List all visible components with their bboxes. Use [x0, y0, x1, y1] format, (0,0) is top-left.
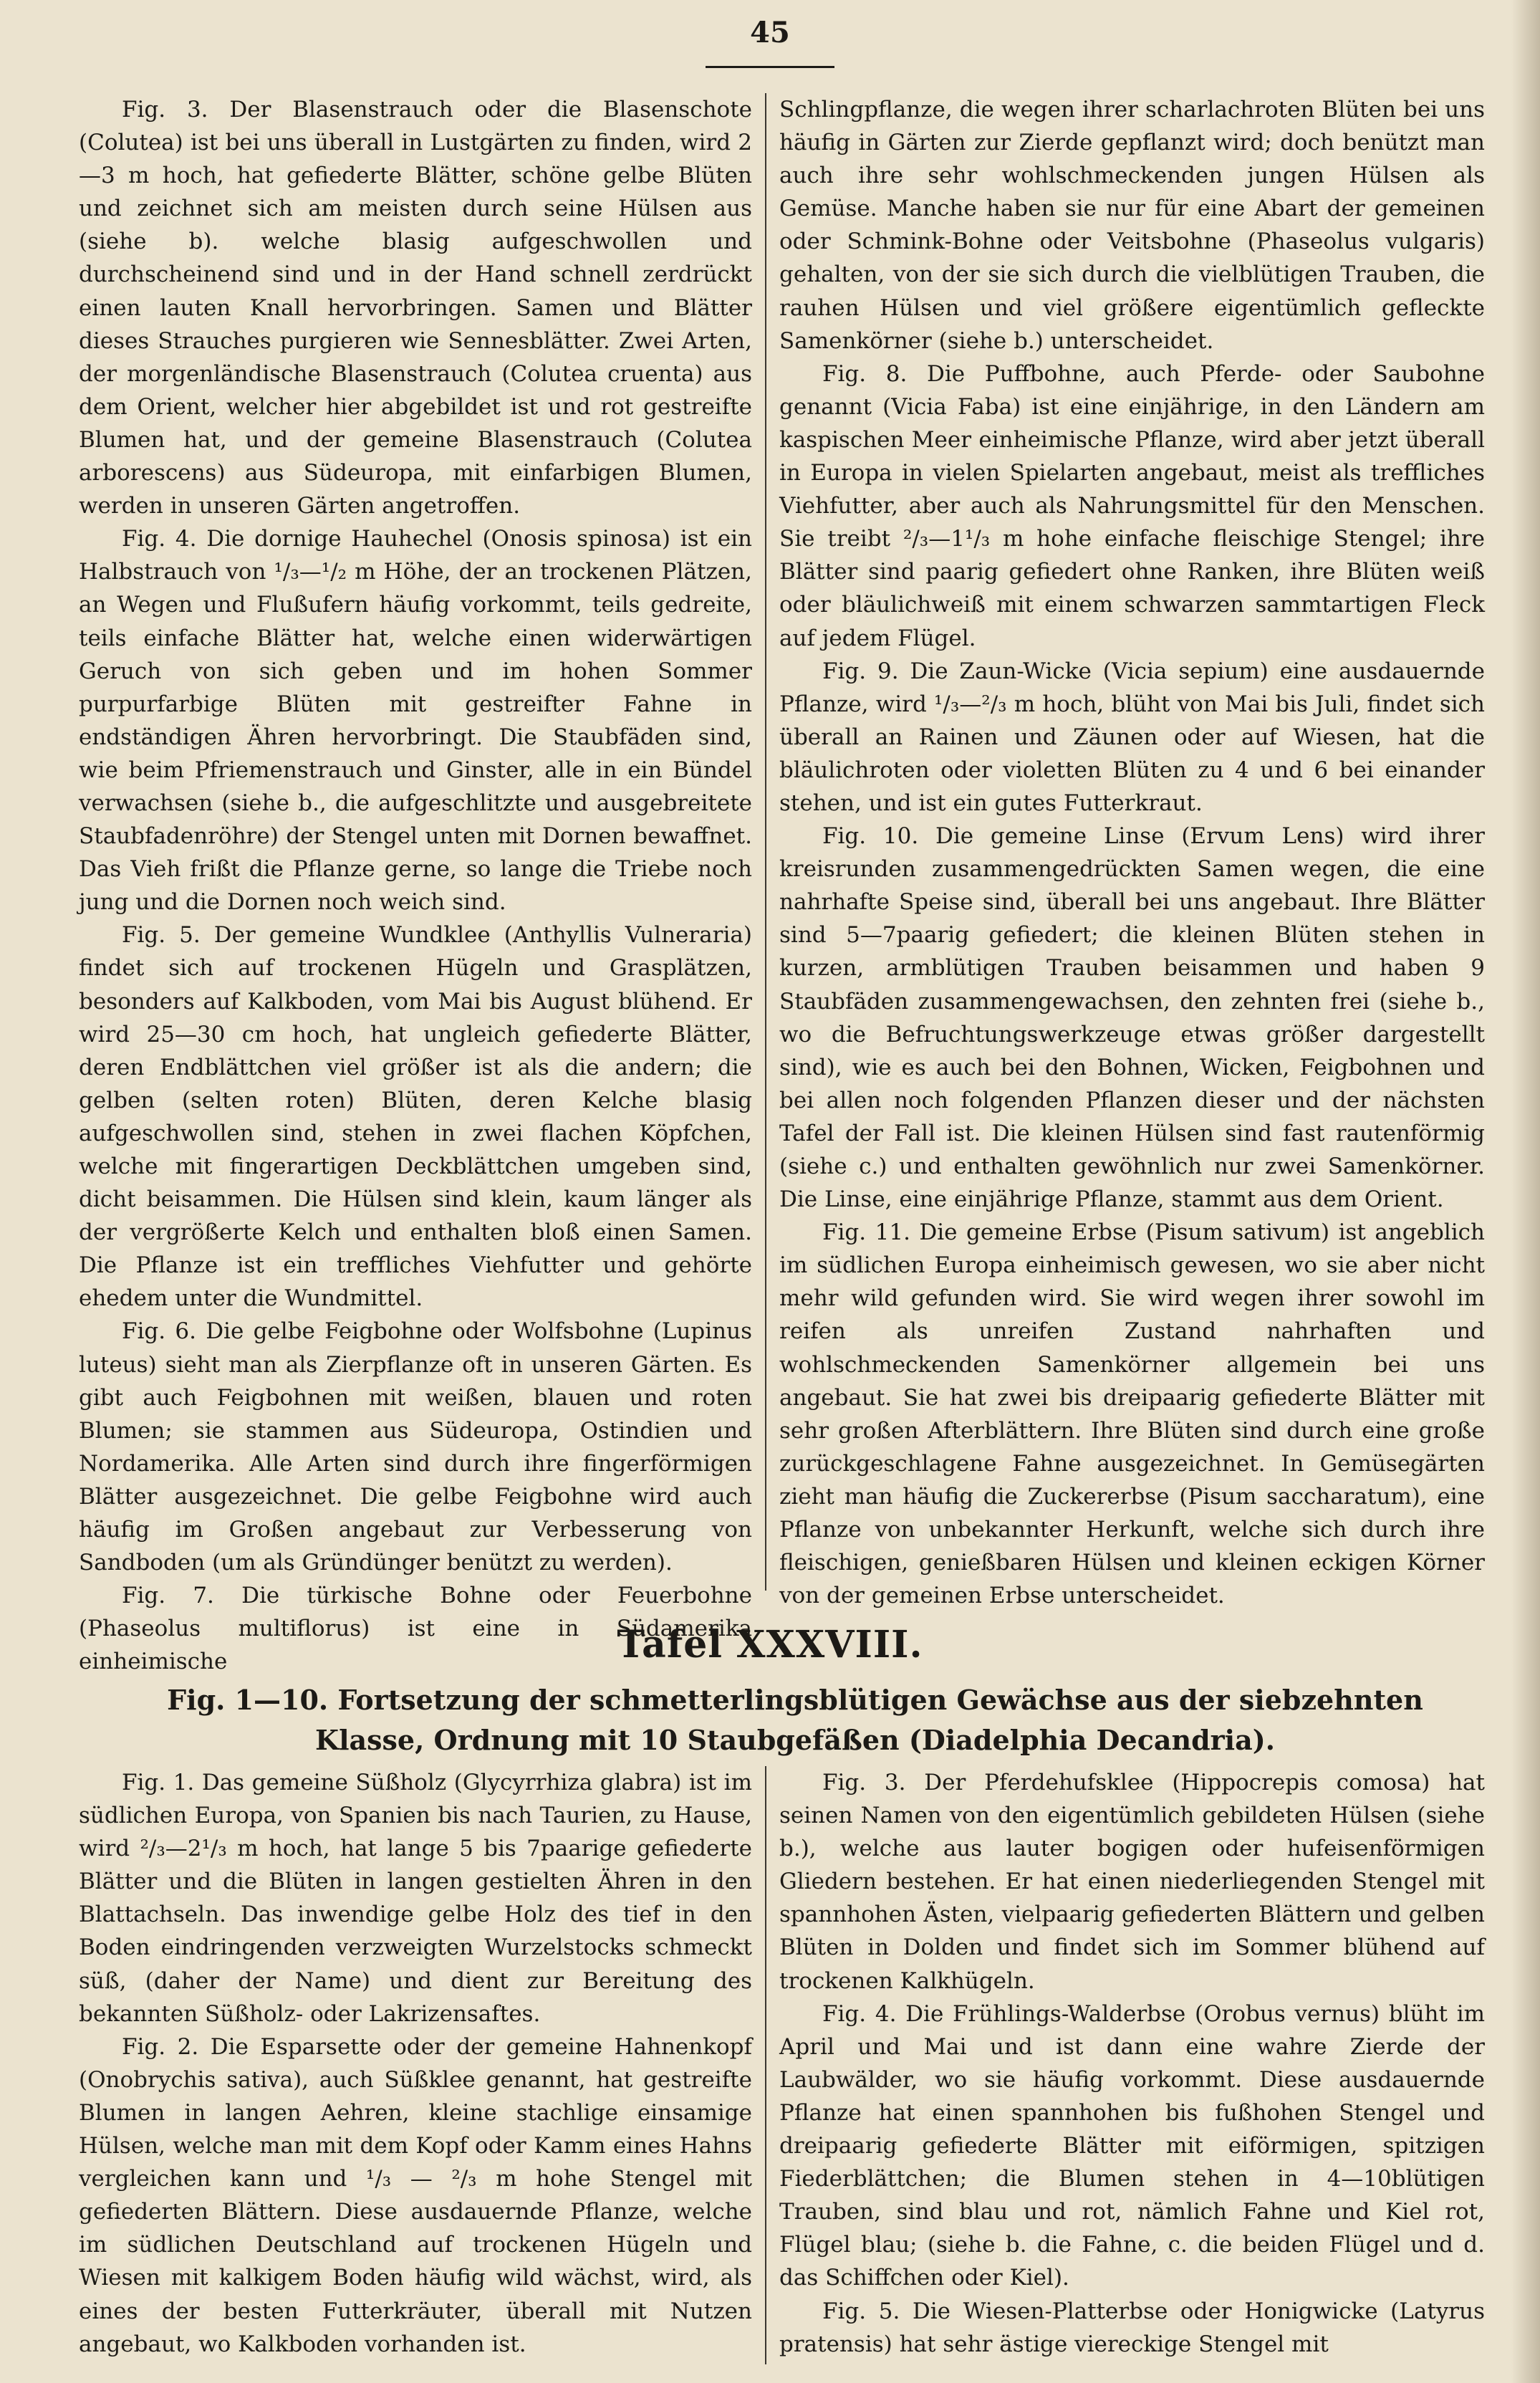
paragraph-t38-fig4: Fig. 4. Die Frühlings-Walderbse (Orobus vernus) blüht im April und Mai und ist dann eine wahre Zierde der Laubwälder, wo sie häufig vorkommt. Diese ausdauernde Pflanze hat einen spannhohen bis fußhohen Stengel und dreipaarig gefiederte Blätter mit eiförmigen, spitzigen Fiederblättchen; die Blumen stehen in 4—10blütigen Trauben, sind blau und rot, nämlich Fahne und Kiel rot, Flügel blau; (siehe b. die Fahne, c. die beiden Flügel und d. das Schiffchen oder Kiel).	[779, 2000, 1485, 2291]
paragraph-fig5: Fig. 5. Der gemeine Wundklee (Anthyllis Vulneraria) findet sich auf trockenen Hügeln und Grasplätzen, besonders auf Kalkboden, vom Mai bis August blühend. Er wird 25—30 cm hoch, hat ungleich gefiederte Blätter, deren Endblättchen viel größer ist als die andern; die gelben (selten roten) Blüten, deren Kelche blasig aufgeschwollen sind, stehen in zwei flachen Köpfchen, welche mit fingerartigen Deckblättchen umgeben sind, dicht beisammen. Die Hülsen sind klein, kaum länger als der vergrößerte Kelch und enthalten bloß einen Samen. Die Pflanze ist ein treffliches Viehfutter und gehörte ehedem unter die Wundmittel.	[79, 922, 752, 1312]
page-edge-shadow	[1511, 0, 1540, 2383]
paragraph-fig10: Fig. 10. Die gemeine Linse (Ervum Lens) wird ihrer kreisrunden zusammengedrückten Samen wegen, die eine nahrhafte Speise sind, überall bei uns angebaut. Ihre Blätter sind 5—7paarig gefiedert; die kleinen Blüten stehen in kurzen, armblütigen Trauben beisammen und haben 9 Staubfäden zusammengewachsen, den zehnten frei (siehe b., wo die Befruchtungswerkzeuge etwas größer dargestellt sind), wie es auch bei den Bohnen, Wicken, Feigbohnen und bei allen noch folgenden Pflanzen dieser und der nächsten Tafel der Fall ist. Die kleinen Hülsen sind fast rautenförmig (siehe c.) und enthalten gewöhnlich nur zwei Samenkörner. Die Linse, eine einjährige Pflanze, stammt aus dem Orient.	[779, 823, 1485, 1213]
paragraph-fig7-continued: Schlingpflanze, die wegen ihrer scharlachroten Blüten bei uns häufig in Gärten zur Zierde gepflanzt wird; doch benützt man auch ihre sehr wohlschmeckenden jungen Hülsen als Gemüse. Manche haben sie nur für eine Abart der gemeinen oder Schmink-Bohne oder Veitsbohne (Phaseolus vulgaris) gehalten, von der sie sich durch die vielblütigen Trauben, die rauhen Hülsen und viel größere eigentümlich gefleckte Samenkörner (siehe b.) unterscheidet.	[779, 97, 1485, 354]
paragraph-t38-fig1: Fig. 1. Das gemeine Süßholz (Glycyrrhiza glabra) ist im südlichen Europa, von Spanien bis nach Taurien, zu Hause, wird ²/₃—2¹/₃ m hoch, hat lange 5 bis 7paarige gefiederte Blätter und die Blüten in langen gestielten Ähren in den Blattachseln. Das inwendige gelbe Holz des tief in den Boden eindringenden verzweigten Wurzelstocks schmeckt süß, (daher der Name) und dient zur Bereitung des bekannten Süßholz- oder Lakrizensaftes.	[79, 1770, 752, 2027]
column-left-bottom	[79, 1766, 752, 2361]
page-number: 45	[750, 16, 790, 49]
paragraph-t38-fig3: Fig. 3. Der Pferdehufsklee (Hippocrepis comosa) hat seinen Namen von den eigentümlich gebildeten Hülsen (siehe b.), welche aus lauter bogigen oder hufeisenförmigen Gliedern bestehen. Er hat einen niederliegenden Stengel mit spannhohen Ästen, vielpaarig gefiederten Blättern und gelben Blüten in Dolden und findet sich im Sommer blühend auf trockenen Kalkhügeln.	[779, 1770, 1485, 1994]
paragraph-t38-fig2: Fig. 2. Die Esparsette oder der gemeine Hahnenkopf (Onobrychis sativa), auch Süßklee genannt, hat gestreifte Blumen in langen Aehren, kleine stachlige einsamige Hülsen, welche man mit dem Kopf oder Kamm eines Hahns vergleichen kann und ¹/₃ — ²/₃ m hohe Stengel mit gefiederten Blättern. Diese ausdauernde Pflanze, welche im südlichen Deutschland auf trockenen Hügeln und Wiesen mit kalkigem Boden häufig wild wächst, wird, als eines der besten Futterkräuter, überall mit Nutzen angebaut, wo Kalkboden vorhanden ist.	[79, 2033, 752, 2357]
paragraph-fig8: Fig. 8. Die Puffbohne, auch Pferde- oder Saubohne genannt (Vicia Faba) ist eine einjährige, in den Ländern am kaspischen Meer einheimische Pflanze, wird aber jetzt überall in Europa in vielen Spielarten angebaut, meist als treffliches Viehfutter, aber auch als Nahrungsmittel für den Menschen. Sie treibt ²/₃—1¹/₃ m hohe einfache fleischige Stengel; ihre Blätter sind paarig gefiedert ohne Ranken, ihre Blüten weiß oder bläulichweiß mit einem schwarzen sammtartigen Fleck auf jedem Flügel.	[779, 360, 1485, 651]
section-title: Tafel XXXVIII.	[617, 1623, 923, 1667]
column-divider-bottom	[765, 1766, 766, 2364]
paragraph-fig9: Fig. 9. Die Zaun-Wicke (Vicia sepium) eine ausdauernde Pflanze, wird ¹/₃—²/₃ m hoch, blüht von Mai bis Juli, findet sich überall an Rainen und Zäunen oder auf Wiesen, hat die bläulichroten oder violetten Blüten zu 4 und 6 bei einander stehen, und ist ein gutes Futterkraut.	[779, 658, 1485, 816]
paragraph-fig11: Fig. 11. Die gemeine Erbse (Pisum sativum) ist angeblich im südlichen Europa einheimisch gewesen, wo sie aber nicht mehr wild gefunden wird. Sie wird wegen ihrer sowohl im reifen als unreifen Zustand nahrhaften und wohlschmeckenden Samenkörner allgemein bei uns angebaut. Sie hat zwei bis dreipaarig gefiederte Blätter mit sehr großen Afterblättern. Ihre Blüten sind durch eine große zurückgeschlagene Fahne ausgezeichnet. In Gemüsegärten zieht man häufig die Zuckererbse (Pisum saccharatum), eine Pflanze von unbekannter Herkunft, welche sich durch ihre fleischigen, genießbaren Hülsen und kleinen eckigen Körner von der gemeinen Erbse unterscheidet.	[779, 1219, 1485, 1609]
top-rule	[706, 66, 834, 68]
paragraph-fig7: Fig. 7. Die türkische Bohne oder Feuerbohne (Phaseolus multiflorus) ist eine in Südamerika einheimische	[79, 1583, 752, 1675]
paragraph-fig4: Fig. 4. Die dornige Hauhechel (Onosis spinosa) ist ein Halbstrauch von ¹/₃—¹/₂ m Höhe, der an trockenen Plätzen, an Wegen und Flußufern häufig vorkommt, teils gedreite, teils einfache Blätter hat, welche einen widerwärtigen Geruch von sich geben und im hohen Sommer purpurfarbige Blüten mit gestreifter Fahne in endständigen Ähren hervorbringt. Die Staubfäden sind, wie beim Pfriemenstrauch und Ginster, alle in ein Bündel verwachsen (siehe b., die aufgeschlitzte und ausgebreitete Staubfadenröhre) der Stengel unten mit Dornen bewaffnet. Das Vieh frißt die Pflanze gerne, so lange die Triebe noch jung und die Dornen noch weich sind.	[79, 526, 752, 916]
paragraph-t38-fig5: Fig. 5. Die Wiesen-Platterbse oder Honigwicke (Latyrus pratensis) hat sehr ästige viereckige Stengel mit	[779, 2298, 1485, 2357]
section-subtitle: Fig. 1—10. Fortsetzung der schmetterlingsblütigen Gewächse aus der siebzehnten Klasse, Ordnung mit 10 Staubgefäßen (Diadelphia Decandria).	[167, 1684, 1423, 1756]
column-left-top	[79, 93, 752, 1675]
column-right-bottom	[779, 1766, 1485, 2361]
paragraph-fig6: Fig. 6. Die gelbe Feigbohne oder Wolfsbohne (Lupinus luteus) sieht man als Zierpflanze oft in unseren Gärten. Es gibt auch Feigbohnen mit weißen, blauen und roten Blumen; sie stammen aus Südeuropa, Ostindien und Nordamerika. Alle Arten sind durch ihre fingerförmigen Blätter ausgezeichnet. Die gelbe Feigbohne wird auch häufig im Großen angebaut zur Verbesserung von Sandboden (um als Gründünger benützt zu werden).	[79, 1318, 752, 1576]
column-right-top	[779, 93, 1485, 1609]
column-divider-top	[765, 93, 766, 1591]
paragraph-fig3: Fig. 3. Der Blasenstrauch oder die Blasenschote (Colutea) ist bei uns überall in Lustgärten zu finden, wird 2—3 m hoch, hat gefiederte Blätter, schöne gelbe Blüten und zeichnet sich am meisten durch seine Hülsen aus (siehe b). welche blasig aufgeschwollen und durchscheinend sind und in der Hand schnell zerdrückt einen lauten Knall hervorbringen. Samen und Blätter dieses Strauches purgieren wie Sennesblätter. Zwei Arten, der morgenländische Blasenstrauch (Colutea cruenta) aus dem Orient, welcher hier abgebildet ist und rot gestreifte Blumen hat, und der gemeine Blasenstrauch (Colutea arborescens) aus Südeuropa, mit einfarbigen Blumen, werden in unseren Gärten angetroffen.	[79, 97, 752, 519]
